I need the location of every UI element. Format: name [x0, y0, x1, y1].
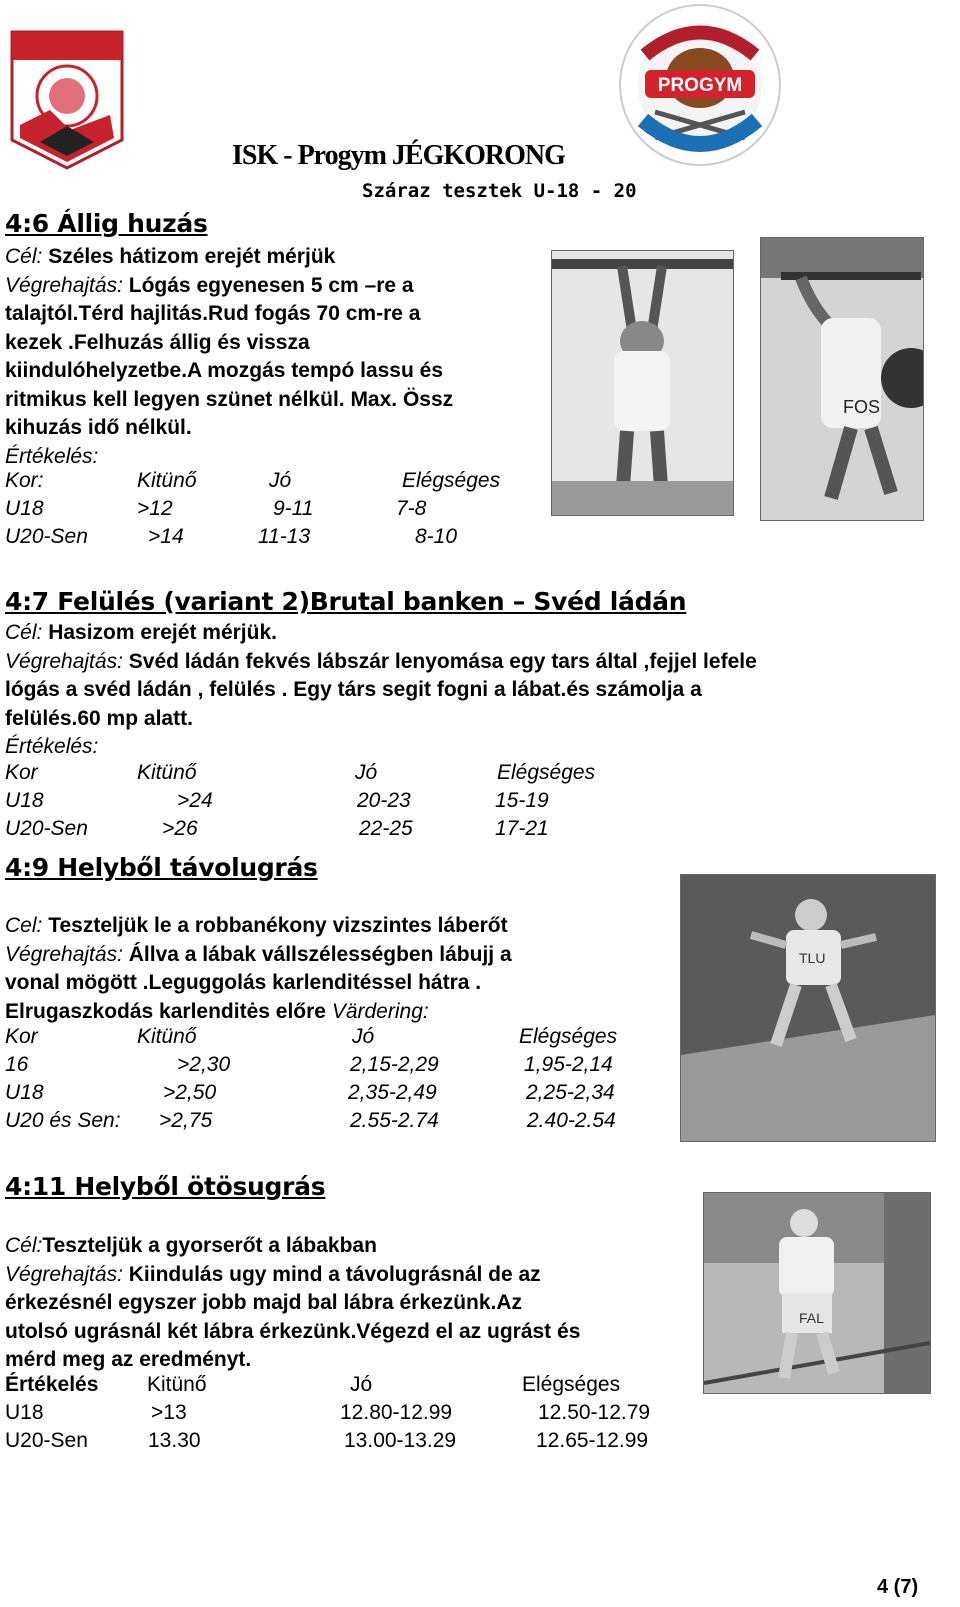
exec-line: mérd meg az eredményt.	[5, 1348, 252, 1371]
score-table-4-6: Kor: Kitünő Jó Elégséges U18 >12 9-11 7-8 U20-Sen >14 11-13 8-10	[5, 469, 501, 548]
section-heading-4-9: 4:9 Helyből távolugrás	[5, 853, 318, 882]
score-table-4-9: Kor Kitünő Jó Elégséges 16 >2,30 2,15-2,29 1,95-2,14 U18 >2,50 2,35-2,49 2,25-2,34 U20 és Sen: >2,75 2.55-2.74 2.40-2.54	[5, 1025, 618, 1132]
exec-line: utolsó ugrásnál két lábra érkezünk.Végezd el az ugrást és	[5, 1319, 581, 1343]
goal-label: Cél:	[5, 245, 43, 268]
long-jump-photo	[680, 874, 936, 1142]
exec-line: Kiindulás ugy mind a távolugrásnál de az	[128, 1262, 541, 1286]
goal-text: Teszteljük le a robbanékony vizszintes láberőt	[48, 914, 508, 937]
exec-line: Elrugaszkodás karlenditės előre	[5, 999, 326, 1023]
exec-label: Végrehajtás:	[5, 1262, 123, 1286]
goal-text: Széles hátizom erejét mérjük	[48, 245, 336, 268]
document-subtitle: Száraz tesztek U-18 - 20	[362, 180, 637, 202]
section-heading-4-11: 4:11 Helyből ötösugrás	[5, 1172, 326, 1201]
section-heading-4-6: 4:6 Állig huzás	[5, 209, 208, 238]
exec-line: kihuzás idő nélkül.	[5, 416, 192, 439]
exec-line: ritmikus kell legyen szünet nélkül. Max. Össz	[5, 387, 454, 411]
eval-label: Värdering:	[331, 999, 429, 1023]
exec-line: Lógás egyenesen 5 cm –re a	[128, 273, 414, 297]
page-number: 4 (7)	[877, 1576, 919, 1598]
goal-label: Cél:	[5, 1234, 43, 1257]
progym-logo	[615, 0, 785, 170]
exec-line: Állva a lábak vállszélességben lábujj a	[128, 942, 512, 966]
exec-line: felülés.60 mp alatt.	[5, 706, 193, 730]
photo-shirt-text: TLU	[799, 950, 826, 966]
document-title: ISK - Progym JÉGKORONG	[232, 140, 565, 171]
score-table-4-7: Kor Kitünő Jó Elégséges U18 >24 20-23 15-19 U20-Sen >26 22-25 17-21	[5, 761, 596, 840]
eval-label: Értékelés:	[5, 444, 99, 468]
goal-label: Cél:	[5, 621, 43, 644]
exec-line: érkezésnél egyszer jobb majd bal lábra érkezünk.Az	[5, 1291, 523, 1314]
photo-shirt-text: FOS	[843, 397, 881, 417]
exec-line: vonal mögött .Leguggolás karlenditéssel hátra .	[5, 971, 482, 994]
five-jump-photo	[703, 1192, 931, 1394]
section-body-4-11	[5, 1232, 580, 1375]
exec-line: kezek .Felhuzás állig és vissza	[5, 330, 310, 354]
score-table-4-11: Értékelés Kitünő Jó Elégséges U18 >13 12.80-12.99 12.50-12.79 U20-Sen 13.30 13.00-13.29 12.65-12.99	[5, 1373, 651, 1452]
progym-logo-main: PROGYM	[657, 75, 743, 96]
section-body-4-7	[5, 619, 757, 762]
exec-line: lógás a svéd ládán , felülés . Egy társ segit fogni a lábat.és számolja a	[5, 678, 702, 701]
exec-label: Végrehajtás:	[5, 273, 123, 297]
section-body-4-9	[5, 912, 512, 1026]
eval-label: Értékelés:	[5, 735, 99, 758]
exec-line: kiindulóhelyzetbe.A mozgás tempó lassu és	[5, 359, 443, 382]
club-logo-left	[10, 30, 124, 170]
exec-line: Svéd ládán fekvés lábszár lenyomása egy tars által ,fejjel lefele	[128, 649, 757, 673]
goal-label: Cel:	[5, 914, 43, 937]
goal-text: Teszteljük a gyorserőt a lábakban	[42, 1234, 377, 1257]
exec-label: Végrehajtás:	[5, 649, 123, 673]
photo-shorts-text: FAL	[799, 1310, 824, 1326]
exec-label: Végrehajtás:	[5, 942, 123, 966]
section-body-4-6	[5, 243, 453, 471]
section-heading-4-7: 4:7 Felülés (variant 2)Brutal banken – Svéd ládán	[5, 587, 687, 616]
exec-line: talajtól.Térd hajlitás.Rud fogás 70 cm-re a	[5, 302, 421, 325]
pullup-photo-2	[760, 237, 924, 521]
goal-text: Hasizom erejét mérjük.	[48, 621, 277, 644]
pullup-photo-1	[551, 250, 734, 516]
